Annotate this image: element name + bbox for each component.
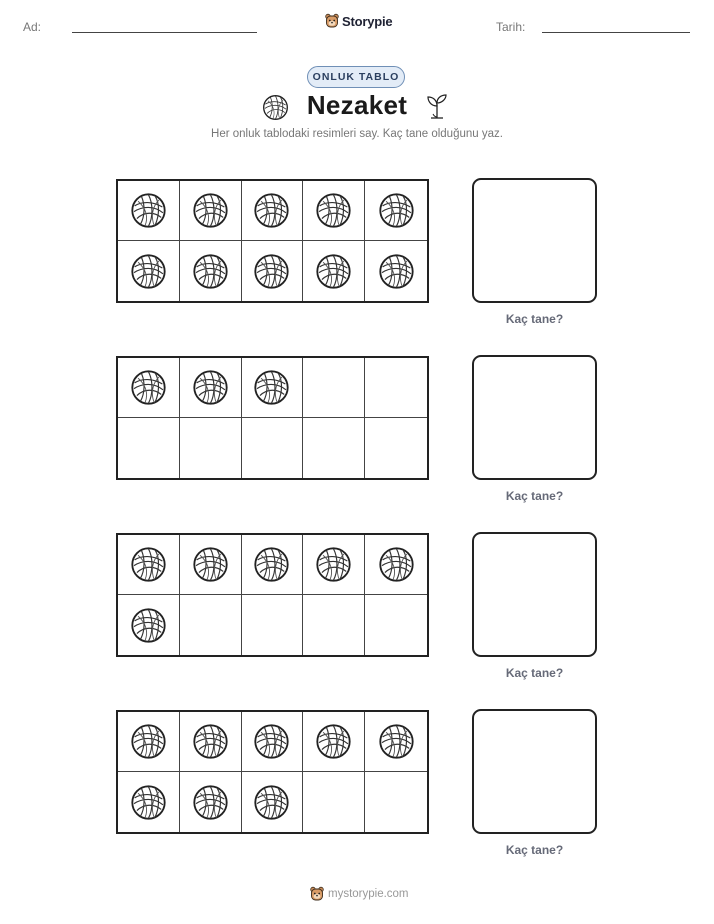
frame-cell: [242, 595, 304, 655]
yarn-ball-icon: [253, 546, 290, 583]
frame-cell: [180, 181, 242, 241]
frame-cell: [365, 241, 427, 301]
yarn-ball-icon: [315, 253, 352, 290]
yarn-ball-icon: [253, 253, 290, 290]
yarn-ball-icon: [130, 253, 167, 290]
yarn-ball-icon: [192, 546, 229, 583]
frame-cell: [303, 712, 365, 772]
frame-cell: [365, 181, 427, 241]
bear-face-icon: [325, 13, 339, 29]
frame-cell: [118, 712, 180, 772]
date-label: Tarih:: [496, 20, 526, 34]
yarn-ball-icon: [192, 369, 229, 406]
frame-cell: [118, 418, 180, 478]
yarn-ball-icon: [253, 192, 290, 229]
name-line[interactable]: [72, 32, 257, 33]
frame-cell: [118, 772, 180, 832]
yarn-ball-icon: [130, 369, 167, 406]
frame-cell: [365, 535, 427, 595]
frame-cell: [365, 772, 427, 832]
yarn-ball-icon: [130, 546, 167, 583]
ten-frame-4: [116, 710, 429, 834]
answer-box-1[interactable]: [472, 178, 597, 303]
frame-cell: [242, 418, 304, 478]
frame-cell: [180, 358, 242, 418]
frame-cell: [180, 535, 242, 595]
answer-box-3[interactable]: [472, 532, 597, 657]
answer-label-3: Kaç tane?: [505, 666, 564, 680]
yarn-ball-icon: [315, 546, 352, 583]
frame-cell: [303, 535, 365, 595]
frame-cell: [180, 712, 242, 772]
yarn-ball-icon: [315, 192, 352, 229]
instructions: Her onluk tablodaki resimleri say. Kaç tane olduğunu yaz.: [211, 128, 503, 140]
yarn-ball-icon: [192, 192, 229, 229]
brand-logo: [325, 13, 392, 29]
frame-cell: [365, 418, 427, 478]
yarn-ball-icon: [130, 723, 167, 760]
answer-box-2[interactable]: [472, 355, 597, 480]
frame-cell: [242, 535, 304, 595]
frame-cell: [118, 241, 180, 301]
frame-cell: [242, 772, 304, 832]
frame-cell: [365, 358, 427, 418]
yarn-ball-icon: [192, 253, 229, 290]
answer-box-4[interactable]: [472, 709, 597, 834]
frame-cell: [242, 241, 304, 301]
yarn-ball-icon: [192, 723, 229, 760]
ten-frame-1: [116, 179, 429, 303]
frame-cell: [180, 241, 242, 301]
frame-cell: [242, 358, 304, 418]
yarn-ball-icon: [378, 192, 415, 229]
frame-cell: [303, 241, 365, 301]
yarn-ball-icon: [315, 723, 352, 760]
answer-label-4: Kaç tane?: [505, 843, 564, 857]
answer-label-2: Kaç tane?: [505, 489, 564, 503]
page-title: Nezaket: [306, 90, 408, 120]
frame-cell: [242, 712, 304, 772]
yarn-ball-icon: [130, 192, 167, 229]
bear-face-icon: [310, 886, 324, 902]
yarn-ball-icon: [253, 723, 290, 760]
yarn-ball-icon: [253, 369, 290, 406]
yarn-ball-icon: [130, 607, 167, 644]
frame-cell: [180, 595, 242, 655]
frame-cell: [180, 418, 242, 478]
yarn-ball-icon: [253, 784, 290, 821]
frame-cell: [180, 772, 242, 832]
yarn-ball-icon: [378, 723, 415, 760]
frame-cell: [303, 418, 365, 478]
frame-cell: [118, 595, 180, 655]
answer-label-1: Kaç tane?: [505, 312, 564, 326]
footer: [310, 886, 409, 902]
frame-cell: [303, 181, 365, 241]
yarn-ball-icon: [130, 784, 167, 821]
category-badge: ONLUK TABLO: [307, 66, 405, 88]
yarn-ball-icon: [192, 784, 229, 821]
brand-name: Storypie: [342, 13, 393, 29]
name-label: Ad:: [23, 20, 42, 34]
frame-cell: [365, 595, 427, 655]
frame-cell: [118, 181, 180, 241]
date-line[interactable]: [542, 32, 690, 33]
sprout-icon: [425, 92, 449, 120]
ten-frame-3: [116, 533, 429, 657]
yarn-ball-icon: [378, 546, 415, 583]
ten-frame-2: [116, 356, 429, 480]
yarn-ball-icon: [378, 253, 415, 290]
frame-cell: [118, 358, 180, 418]
frame-cell: [303, 772, 365, 832]
frame-cell: [365, 712, 427, 772]
frame-cell: [303, 358, 365, 418]
frame-cell: [118, 535, 180, 595]
frame-cell: [242, 181, 304, 241]
footer-url[interactable]: mystorypie.com: [328, 888, 409, 900]
frame-cell: [303, 595, 365, 655]
